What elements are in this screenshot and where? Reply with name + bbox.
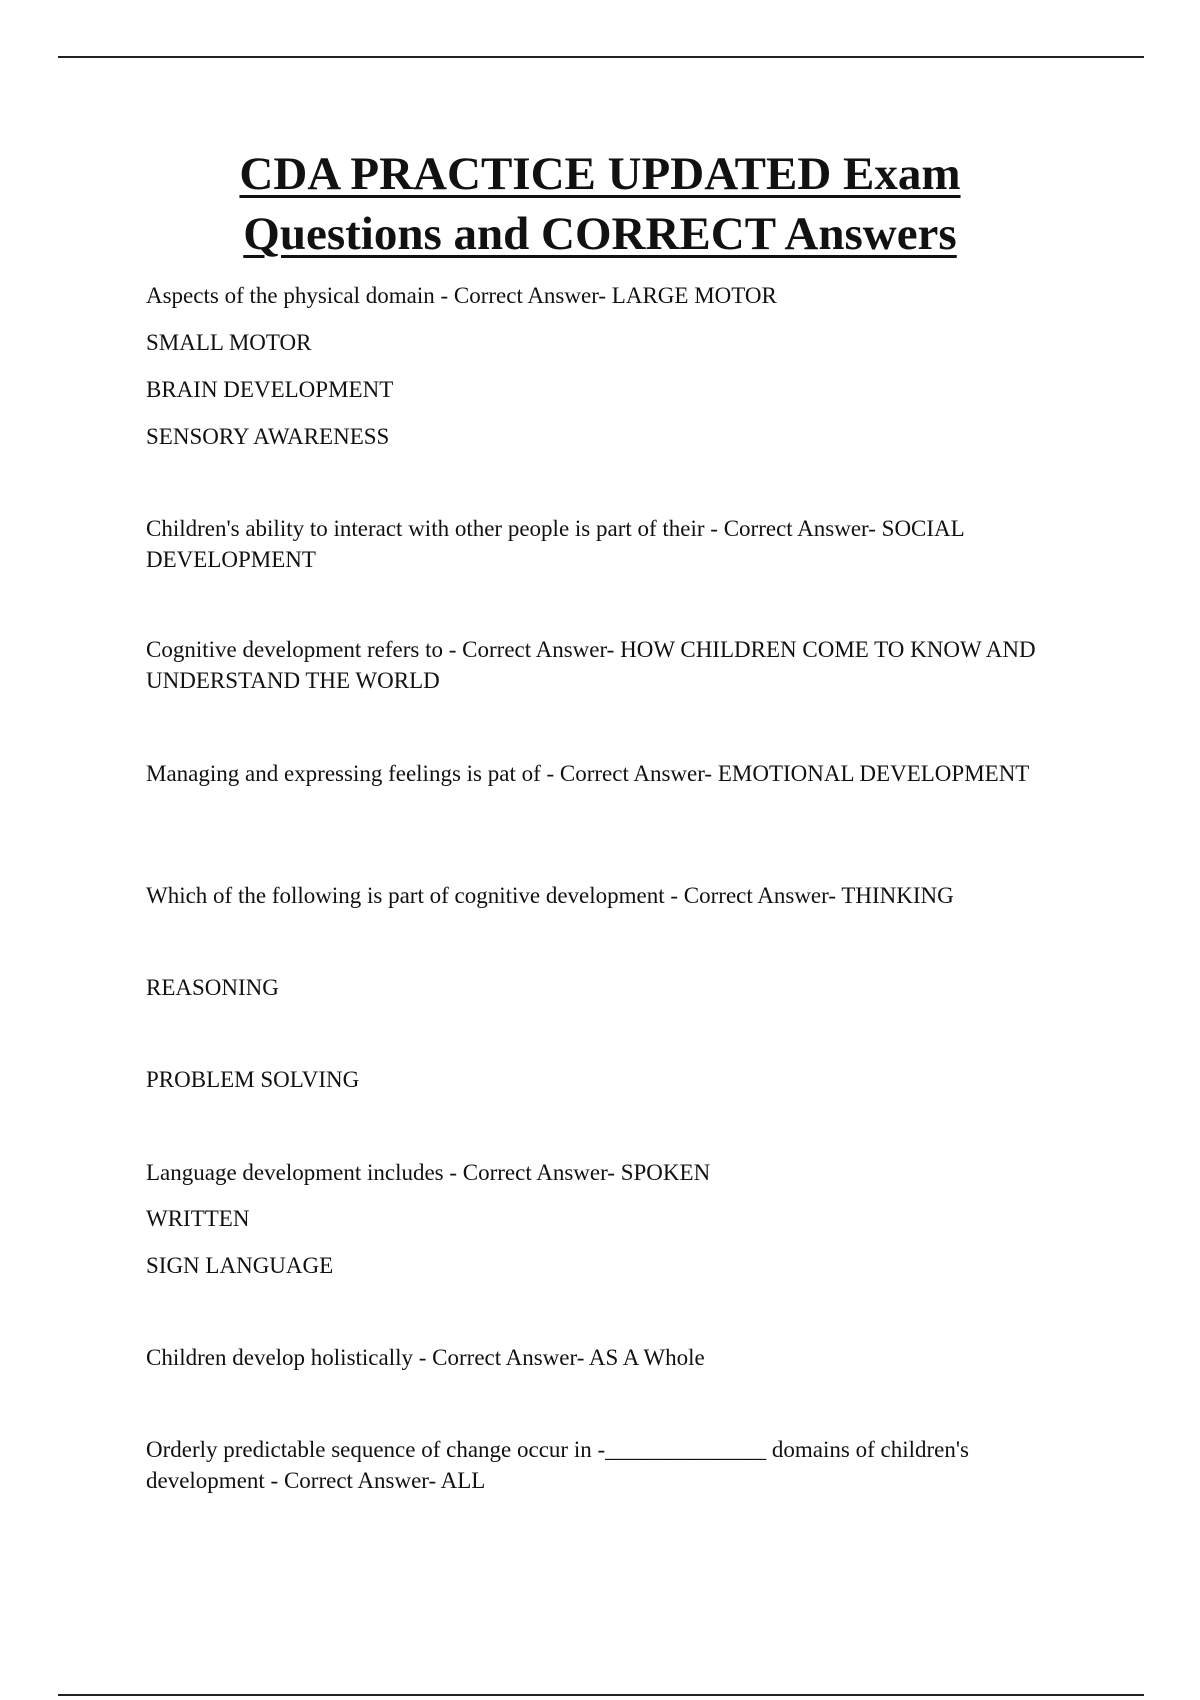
page-title (0, 144, 1200, 264)
qa-line: Aspects of the physical domain - Correct Answer- LARGE MOTOR (146, 283, 777, 308)
qa-line: Orderly predictable sequence of change occur in -______________ domains of children's development - Correct Answer- ALL (146, 1437, 969, 1493)
bottom-rule (58, 1694, 1144, 1696)
title-line-2: Questions and CORRECT Answers (243, 208, 957, 260)
qa-line: Which of the following is part of cognitive development - Correct Answer- THINKING (146, 883, 954, 908)
qa-line: Managing and expressing feelings is pat of - Correct Answer- EMOTIONAL DEVELOPMENT (146, 761, 1030, 786)
qa-line: WRITTEN (146, 1206, 250, 1231)
top-rule (58, 56, 1144, 58)
title-line-1: CDA PRACTICE UPDATED Exam (239, 148, 961, 200)
qa-line: SENSORY AWARENESS (146, 424, 390, 449)
qa-line: Language development includes - Correct Answer- SPOKEN (146, 1160, 711, 1185)
qa-line: Children develop holistically - Correct Answer- AS A Whole (146, 1345, 705, 1370)
qa-line: PROBLEM SOLVING (146, 1067, 360, 1092)
qa-line: SMALL MOTOR (146, 330, 312, 355)
qa-line: Cognitive development refers to - Correct Answer- HOW CHILDREN COME TO KNOW AND UNDERSTAND THE WORLD (146, 637, 1036, 693)
qa-line: Children's ability to interact with other people is part of their - Correct Answer- SOCIAL DEVELOPMENT (146, 516, 964, 572)
qa-line: SIGN LANGUAGE (146, 1253, 334, 1278)
qa-line: REASONING (146, 975, 279, 1000)
qa-line: BRAIN DEVELOPMENT (146, 377, 394, 402)
